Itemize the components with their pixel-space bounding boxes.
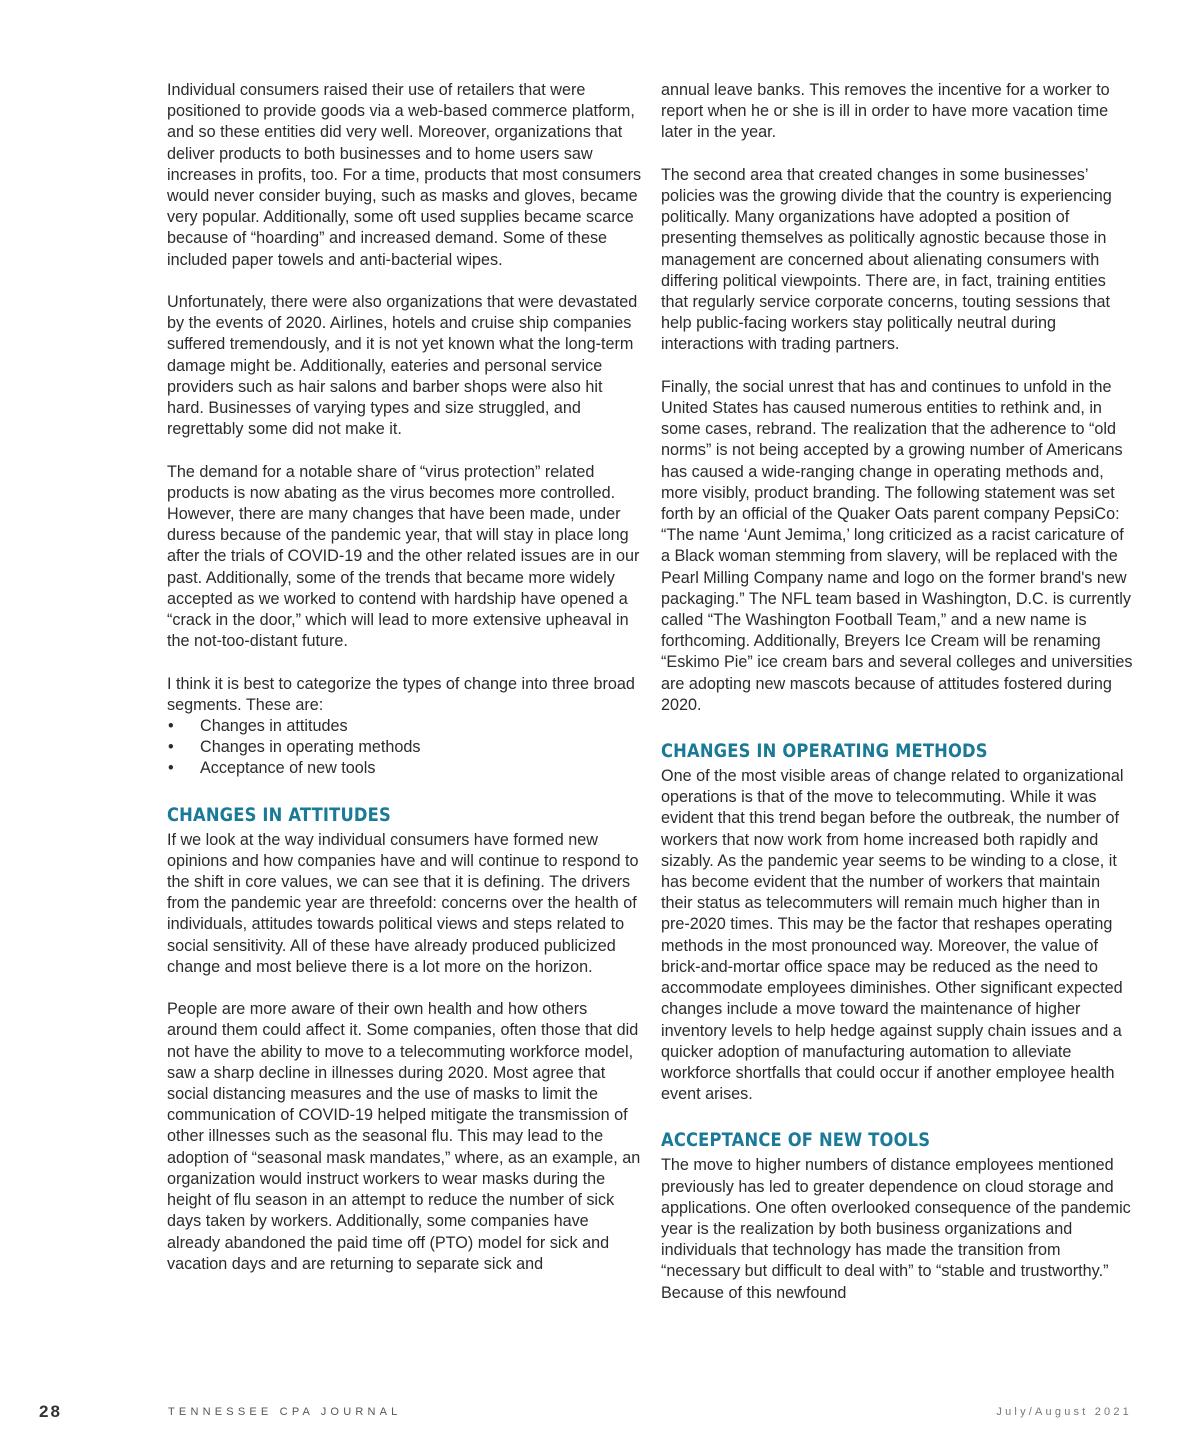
paragraph: The demand for a notable share of “virus protection” related products is now abating as the virus becomes more controlled. However, there are many changes that have been made, under duress because of the pandemic year, that will stay in place long after the trials of COVID-19 and the other related issues are in our past. Additionally, some of the trends that became more widely accepted as we worked to contend with hardship have opened a “crack in the door,” which will lead to more extensive upheaval in the not-too-distant future.: [167, 462, 640, 651]
paragraph: Unfortunately, there were also organizations that were devastated by the events of 2020. Airlines, hotels and cruise ship companies suffered tremendously, and it is not yet known what the long-term damage might be. Additionally, eateries and personal service providers such as hair salons and barber shops were also hit hard. Businesses of varying types and size struggled, and regrettably some did not make it.: [167, 293, 638, 439]
right-column: [661, 80, 1133, 1304]
paragraph: annual leave banks. This removes the incentive for a worker to report when he or she is ill in order to have more vacation time later in the year.: [661, 81, 1110, 142]
section-heading-new-tools: ACCEPTANCE OF NEW TOOLS: [661, 1129, 931, 1152]
section-heading-attitudes: CHANGES IN ATTITUDES: [167, 803, 391, 826]
list-item: • Changes in operating methods: [167, 737, 642, 758]
paragraph: I think it is best to categorize the types of change into three broad segments. These are:: [167, 674, 635, 714]
list-item: • Acceptance of new tools: [167, 758, 642, 779]
paragraph: The move to higher numbers of distance employees mentioned previously has led to greater dependence on cloud storage and applications. One often overlooked consequence of the pandemic year is the realization by both business organizations and individuals that technology has made the transition from “necessary but difficult to deal with” to “stable and trustworthy.” Because of this newfound: [661, 1156, 1131, 1302]
paragraph: If we look at the way individual consumers have formed new opinions and how companies have and will continue to respond to the shift in core values, we can see that it is defining. The drivers from the pandemic year are threefold: concerns over the health of individuals, attitudes towards political views and steps related to social sensitivity. All of these have already produced publicized change and most believe there is a lot more on the horizon.: [167, 830, 639, 976]
section-heading-operating-methods: CHANGES IN OPERATING METHODS: [661, 740, 988, 763]
list-item: • Changes in attitudes: [167, 716, 642, 737]
issue-date: July/August 2021: [996, 1406, 1132, 1418]
left-column: [167, 80, 642, 1275]
page-number: 28: [39, 1402, 62, 1421]
journal-name: TENNESSEE CPA JOURNAL: [168, 1406, 402, 1418]
paragraph: Finally, the social unrest that has and continues to unfold in the United States has caused numerous entities to rethink and, in some cases, rebrand. The realization that the adherence to “old norms” is not being accepted by a growing number of Americans has caused a wide-ranging change in operating methods and, more visibly, product branding. The following statement was set forth by an official of the Quaker Oats parent company PepsiCo: “The name ‘Aunt Jemima,’ long criticized as a racist caricature of a Black woman stemming from slavery, will be replaced with the Pearl Milling Company name and logo on the former brand's new packaging.” The NFL team based in Washington, D.C. is currently called “The Washington Football Team,” and a new name is forthcoming. Additionally, Breyers Ice Cream will be renaming “Eskimo Pie” ice cream bars and several colleges and universities are adopting new mascots because of attitudes fostered during 2020.: [661, 377, 1133, 714]
paragraph: One of the most visible areas of change related to organizational operations is that of the move to telecommuting. While it was evident that this trend began before the outbreak, the number of workers that now work from home increased both rapidly and sizably. As the pandemic year seems to be winding to a close, it has become evident that the number of workers that maintain their status as telecommuters will remain much higher than in pre-2020 times. This may be the factor that reshapes operating methods in the most pronounced way. Moreover, the value of brick-and-mortar office space may be reduced as the need to accommodate employees diminishes. Other significant expected changes include a move toward the maintenance of higher inventory levels to help hedge against supply chain issues and a quicker adoption of manufacturing automation to alleviate workforce shortfalls that could occur if another employee health event arises.: [661, 767, 1124, 1104]
bullet-list: [167, 716, 642, 780]
page-footer: [0, 1402, 1200, 1426]
paragraph: Individual consumers raised their use of retailers that were positioned to provide goods via a web-based commerce platform, and so these entities did very well. Moreover, organizations that deliver products to both businesses and to home users saw increases in profits, too. For a time, products that most consumers would never consider buying, such as masks and gloves, became very popular. Additionally, some oft used supplies became scarce because of “hoarding” and increased demand. Some of these included paper towels and anti-bacterial wipes.: [167, 81, 642, 269]
paragraph: People are more aware of their own health and how others around them could affect it. Some companies, often those that did not have the ability to move to a telecommuting workforce model, saw a sharp decline in illnesses during 2020. Most agree that social distancing measures and the use of masks to limit the communication of COVID-19 helped mitigate the transmission of other illnesses such as the seasonal flu. This may lead to the adoption of “seasonal mask mandates,” where, as an example, an organization would instruct workers to wear masks during the height of flu season in an attempt to reduce the number of sick days taken by workers. Additionally, some companies have already abandoned the paid time off (PTO) model for sick and vacation days and are returning to separate sick and: [167, 1000, 641, 1273]
paragraph: The second area that created changes in some businesses’ policies was the growing divide that the country is experiencing politically. Many organizations have adopted a position of presenting themselves as politically agnostic because those in management are concerned about alienating consumers with differing political viewpoints. There are, in fact, training entities that regularly service corporate concerns, touting sessions that help public-facing workers stay politically neutral during interactions with trading partners.: [661, 165, 1112, 354]
